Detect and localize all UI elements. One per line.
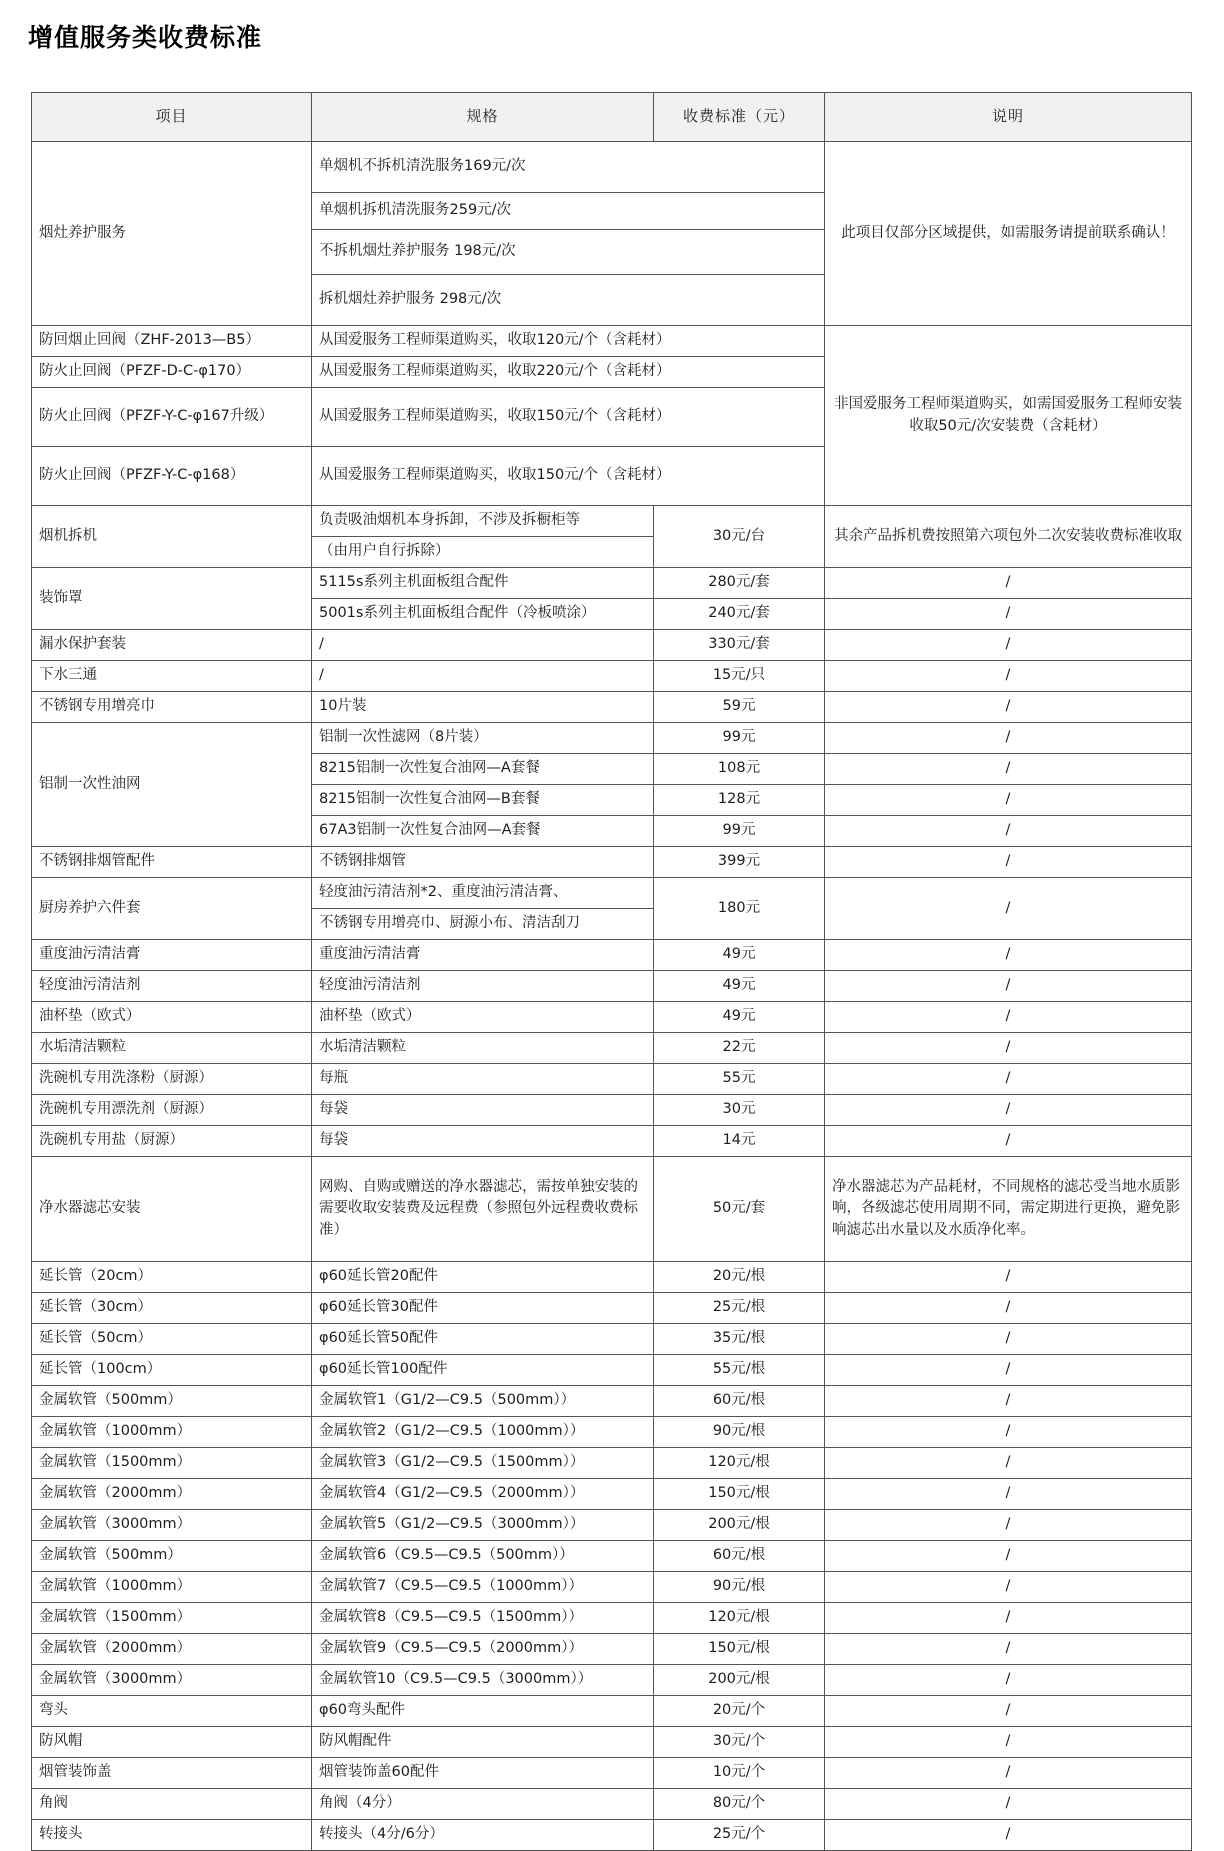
table-row: [32, 847, 1192, 878]
table-row: [32, 1095, 1192, 1126]
cell-item: 烟管装饰盖: [32, 1758, 312, 1789]
cell-note: /: [825, 1727, 1192, 1758]
cell-spec: 8215铝制一次性复合油网—A套餐: [312, 754, 654, 785]
cell-item: 漏水保护套装: [32, 630, 312, 661]
cell-note: /: [825, 816, 1192, 847]
cell-spec: φ60延长管20配件: [312, 1262, 654, 1293]
table-row: [32, 723, 1192, 754]
table-row: [32, 630, 1192, 661]
cell-note: 此项目仅部分区域提供，如需服务请提前联系确认！: [825, 142, 1192, 326]
table-row: [32, 1510, 1192, 1541]
cell-price: 30元/台: [654, 506, 825, 568]
cell-item: 洗碗机专用盐（厨源）: [32, 1126, 312, 1157]
cell-item: 延长管（20cm）: [32, 1262, 312, 1293]
table-row: [32, 1448, 1192, 1479]
table-row: [32, 1758, 1192, 1789]
cell-note: /: [825, 599, 1192, 630]
cell-note: /: [825, 1696, 1192, 1727]
cell-note: /: [825, 971, 1192, 1002]
cell-price: 180元: [654, 878, 825, 940]
cell-item: 弯头: [32, 1696, 312, 1727]
cell-item: 重度油污清洁膏: [32, 940, 312, 971]
cell-note: /: [825, 723, 1192, 754]
cell-spec: 金属软管9（C9.5—C9.5（2000mm））: [312, 1634, 654, 1665]
cell-spec: 油杯垫（欧式）: [312, 1002, 654, 1033]
cell-price: 30元: [654, 1095, 825, 1126]
column-header-item: 项目: [32, 93, 312, 142]
cell-price: 22元: [654, 1033, 825, 1064]
table-row: [32, 1355, 1192, 1386]
cell-note: /: [825, 1758, 1192, 1789]
cell-item: 金属软管（1500mm）: [32, 1603, 312, 1634]
cell-price: 99元: [654, 723, 825, 754]
cell-price: 200元/根: [654, 1665, 825, 1696]
table-row: [32, 568, 1192, 599]
cell-note: /: [825, 1448, 1192, 1479]
cell-note: /: [825, 630, 1192, 661]
cell-price: 10元/个: [654, 1758, 825, 1789]
column-header-note: 说明: [825, 93, 1192, 142]
table-row: [32, 1603, 1192, 1634]
cell-note: /: [825, 1603, 1192, 1634]
table-row: [32, 1417, 1192, 1448]
cell-note: /: [825, 1417, 1192, 1448]
cell-item: 延长管（50cm）: [32, 1324, 312, 1355]
cell-spec: 铝制一次性滤网（8片装）: [312, 723, 654, 754]
cell-note: /: [825, 1002, 1192, 1033]
cell-spec: 不锈钢专用增亮巾、厨源小布、清洁刮刀: [312, 909, 654, 940]
cell-item: 金属软管（2000mm）: [32, 1634, 312, 1665]
cell-spec: 负责吸油烟机本身拆卸，不涉及拆橱柜等: [312, 506, 654, 537]
cell-item: 金属软管（2000mm）: [32, 1479, 312, 1510]
table-row: [32, 1064, 1192, 1095]
cell-item: 洗碗机专用漂洗剂（厨源）: [32, 1095, 312, 1126]
cell-spec: 金属软管1（G1/2—C9.5（500mm））: [312, 1386, 654, 1417]
cell-note: /: [825, 847, 1192, 878]
cell-note: /: [825, 1293, 1192, 1324]
cell-price: 200元/根: [654, 1510, 825, 1541]
cell-item: 下水三通: [32, 661, 312, 692]
fee-table-container: [31, 92, 1191, 1851]
cell-price: 35元/根: [654, 1324, 825, 1355]
cell-spec: 金属软管5（G1/2—C9.5（3000mm））: [312, 1510, 654, 1541]
table-row: [32, 1820, 1192, 1851]
table-row: [32, 1126, 1192, 1157]
table-body: [32, 142, 1192, 1851]
table-row: [32, 1262, 1192, 1293]
cell-spec: 从国爱服务工程师渠道购买，收取120元/个（含耗材）: [312, 326, 825, 357]
cell-spec: 不锈钢排烟管: [312, 847, 654, 878]
cell-price: 60元/根: [654, 1541, 825, 1572]
cell-price: 99元: [654, 816, 825, 847]
cell-spec: 金属软管10（C9.5—C9.5（3000mm））: [312, 1665, 654, 1696]
cell-spec: 10片装: [312, 692, 654, 723]
cell-item: 装饰罩: [32, 568, 312, 630]
cell-note: 其余产品拆机费按照第六项包外二次安装收费标准收取: [825, 506, 1192, 568]
cell-note: /: [825, 1572, 1192, 1603]
cell-price: 14元: [654, 1126, 825, 1157]
fee-standard-table: [31, 92, 1192, 1851]
cell-price: 59元: [654, 692, 825, 723]
cell-price: 90元/根: [654, 1572, 825, 1603]
table-row: [32, 1386, 1192, 1417]
column-header-price: 收费标准（元）: [654, 93, 825, 142]
cell-spec: 金属软管3（G1/2—C9.5（1500mm））: [312, 1448, 654, 1479]
table-row: [32, 692, 1192, 723]
cell-spec: 网购、自购或赠送的净水器滤芯，需按单独安装的需要收取安装费及远程费（参照包外远程费收费标准）: [312, 1157, 654, 1262]
table-row: [32, 1324, 1192, 1355]
table-row: [32, 878, 1192, 909]
cell-item: 烟机拆机: [32, 506, 312, 568]
table-row: [32, 940, 1192, 971]
table-row: [32, 1033, 1192, 1064]
cell-item: 金属软管（3000mm）: [32, 1510, 312, 1541]
cell-price: 280元/套: [654, 568, 825, 599]
cell-item: 金属软管（1000mm）: [32, 1417, 312, 1448]
cell-item: 防火止回阀（PFZF-Y-C-φ167升级）: [32, 388, 312, 447]
cell-note: /: [825, 1510, 1192, 1541]
cell-spec: φ60弯头配件: [312, 1696, 654, 1727]
cell-item: 角阀: [32, 1789, 312, 1820]
cell-spec: 金属软管6（C9.5—C9.5（500mm））: [312, 1541, 654, 1572]
cell-price: 120元/根: [654, 1448, 825, 1479]
cell-item: 防风帽: [32, 1727, 312, 1758]
cell-price: 25元/个: [654, 1820, 825, 1851]
cell-item: 厨房养护六件套: [32, 878, 312, 940]
cell-note: /: [825, 878, 1192, 940]
cell-price: 20元/个: [654, 1696, 825, 1727]
cell-item: 延长管（30cm）: [32, 1293, 312, 1324]
cell-spec: φ60延长管30配件: [312, 1293, 654, 1324]
table-row: [32, 1634, 1192, 1665]
table-row: [32, 1789, 1192, 1820]
cell-note: /: [825, 1324, 1192, 1355]
cell-note: /: [825, 692, 1192, 723]
cell-price: 120元/根: [654, 1603, 825, 1634]
cell-item: 水垢清洁颗粒: [32, 1033, 312, 1064]
column-header-spec: 规格: [312, 93, 654, 142]
cell-item: 不锈钢专用增亮巾: [32, 692, 312, 723]
table-row: [32, 1727, 1192, 1758]
cell-spec: 角阀（4分）: [312, 1789, 654, 1820]
cell-spec: 重度油污清洁膏: [312, 940, 654, 971]
cell-price: 150元/根: [654, 1479, 825, 1510]
cell-price: 150元/根: [654, 1634, 825, 1665]
cell-spec: 烟管装饰盖60配件: [312, 1758, 654, 1789]
page-title: 增值服务类收费标准: [28, 23, 263, 52]
cell-spec: 从国爱服务工程师渠道购买，收取150元/个（含耗材）: [312, 388, 825, 447]
cell-item: 烟灶养护服务: [32, 142, 312, 326]
table-row: [32, 1479, 1192, 1510]
cell-note: /: [825, 1789, 1192, 1820]
cell-spec: 金属软管2（G1/2—C9.5（1000mm））: [312, 1417, 654, 1448]
table-row: [32, 1696, 1192, 1727]
cell-note: /: [825, 1126, 1192, 1157]
cell-price: 399元: [654, 847, 825, 878]
cell-item: 金属软管（3000mm）: [32, 1665, 312, 1696]
cell-spec: 5001s系列主机面板组合配件（冷板喷涂）: [312, 599, 654, 630]
cell-note: /: [825, 1386, 1192, 1417]
cell-spec: φ60延长管50配件: [312, 1324, 654, 1355]
cell-item: 不锈钢排烟管配件: [32, 847, 312, 878]
cell-note: 非国爱服务工程师渠道购买，如需国爱服务工程师安装收取50元/次安装费（含耗材）: [825, 326, 1192, 506]
table-row: [32, 1157, 1192, 1262]
cell-spec: /: [312, 661, 654, 692]
cell-note: /: [825, 568, 1192, 599]
cell-spec: 单烟机不拆机清洗服务169元/次: [312, 142, 825, 193]
cell-price: 49元: [654, 1002, 825, 1033]
table-row: [32, 971, 1192, 1002]
cell-price: 60元/根: [654, 1386, 825, 1417]
cell-spec: 拆机烟灶养护服务 298元/次: [312, 275, 825, 326]
cell-spec: 轻度油污清洁剂*2、重度油污清洁膏、: [312, 878, 654, 909]
table-row: [32, 142, 1192, 193]
cell-note: /: [825, 1095, 1192, 1126]
cell-spec: 单烟机拆机清洗服务259元/次: [312, 193, 825, 230]
cell-spec: 金属软管8（C9.5—C9.5（1500mm））: [312, 1603, 654, 1634]
cell-note: /: [825, 785, 1192, 816]
table-row: [32, 326, 1192, 357]
cell-spec: 8215铝制一次性复合油网—B套餐: [312, 785, 654, 816]
cell-price: 49元: [654, 940, 825, 971]
cell-spec: 水垢清洁颗粒: [312, 1033, 654, 1064]
cell-price: 55元/根: [654, 1355, 825, 1386]
cell-note: /: [825, 1355, 1192, 1386]
cell-note: /: [825, 1665, 1192, 1696]
table-row: [32, 1541, 1192, 1572]
cell-spec: 转接头（4分/6分）: [312, 1820, 654, 1851]
cell-price: 25元/根: [654, 1293, 825, 1324]
cell-spec: φ60延长管100配件: [312, 1355, 654, 1386]
cell-price: 330元/套: [654, 630, 825, 661]
cell-price: 240元/套: [654, 599, 825, 630]
cell-item: 金属软管（500mm）: [32, 1541, 312, 1572]
cell-item: 洗碗机专用洗涤粉（厨源）: [32, 1064, 312, 1095]
cell-item: 铝制一次性油网: [32, 723, 312, 847]
cell-spec: （由用户自行拆除）: [312, 537, 654, 568]
cell-item: 防火止回阀（PFZF-Y-C-φ168）: [32, 447, 312, 506]
cell-item: 轻度油污清洁剂: [32, 971, 312, 1002]
cell-item: 金属软管（1500mm）: [32, 1448, 312, 1479]
cell-spec: 5115s系列主机面板组合配件: [312, 568, 654, 599]
cell-price: 55元: [654, 1064, 825, 1095]
cell-price: 108元: [654, 754, 825, 785]
cell-spec: 金属软管4（G1/2—C9.5（2000mm））: [312, 1479, 654, 1510]
table-row: [32, 1572, 1192, 1603]
cell-price: 50元/套: [654, 1157, 825, 1262]
cell-item: 油杯垫（欧式）: [32, 1002, 312, 1033]
cell-item: 防火止回阀（PFZF-D-C-φ170）: [32, 357, 312, 388]
cell-spec: 从国爱服务工程师渠道购买，收取150元/个（含耗材）: [312, 447, 825, 506]
cell-spec: 不拆机烟灶养护服务 198元/次: [312, 230, 825, 275]
cell-note: /: [825, 1064, 1192, 1095]
table-row: [32, 1002, 1192, 1033]
cell-spec: 每瓶: [312, 1064, 654, 1095]
cell-note: /: [825, 940, 1192, 971]
cell-note: /: [825, 1033, 1192, 1064]
cell-spec: 轻度油污清洁剂: [312, 971, 654, 1002]
table-row: [32, 506, 1192, 537]
table-header: [32, 93, 1192, 142]
cell-item: 延长管（100cm）: [32, 1355, 312, 1386]
cell-note: /: [825, 1479, 1192, 1510]
table-row: [32, 1293, 1192, 1324]
table-row: [32, 1665, 1192, 1696]
cell-spec: 金属软管7（C9.5—C9.5（1000mm））: [312, 1572, 654, 1603]
cell-spec: 每袋: [312, 1126, 654, 1157]
cell-note: /: [825, 1262, 1192, 1293]
cell-price: 128元: [654, 785, 825, 816]
cell-spec: 67A3铝制一次性复合油网—A套餐: [312, 816, 654, 847]
cell-note: /: [825, 1541, 1192, 1572]
cell-price: 30元/个: [654, 1727, 825, 1758]
cell-price: 90元/根: [654, 1417, 825, 1448]
cell-price: 20元/根: [654, 1262, 825, 1293]
cell-item: 防回烟止回阀（ZHF-2013—B5）: [32, 326, 312, 357]
table-row: [32, 661, 1192, 692]
cell-note: 净水器滤芯为产品耗材，不同规格的滤芯受当地水质影响，各级滤芯使用周期不同，需定期进行更换，避免影响滤芯出水量以及水质净化率。: [825, 1157, 1192, 1262]
header-row: [32, 93, 1192, 142]
cell-spec: 从国爱服务工程师渠道购买，收取220元/个（含耗材）: [312, 357, 825, 388]
cell-note: /: [825, 1820, 1192, 1851]
cell-spec: /: [312, 630, 654, 661]
cell-price: 15元/只: [654, 661, 825, 692]
cell-item: 金属软管（500mm）: [32, 1386, 312, 1417]
cell-item: 净水器滤芯安装: [32, 1157, 312, 1262]
cell-price: 80元/个: [654, 1789, 825, 1820]
cell-item: 金属软管（1000mm）: [32, 1572, 312, 1603]
cell-note: /: [825, 1634, 1192, 1665]
cell-price: 49元: [654, 971, 825, 1002]
cell-note: /: [825, 661, 1192, 692]
cell-spec: 防风帽配件: [312, 1727, 654, 1758]
cell-note: /: [825, 754, 1192, 785]
cell-spec: 每袋: [312, 1095, 654, 1126]
cell-item: 转接头: [32, 1820, 312, 1851]
